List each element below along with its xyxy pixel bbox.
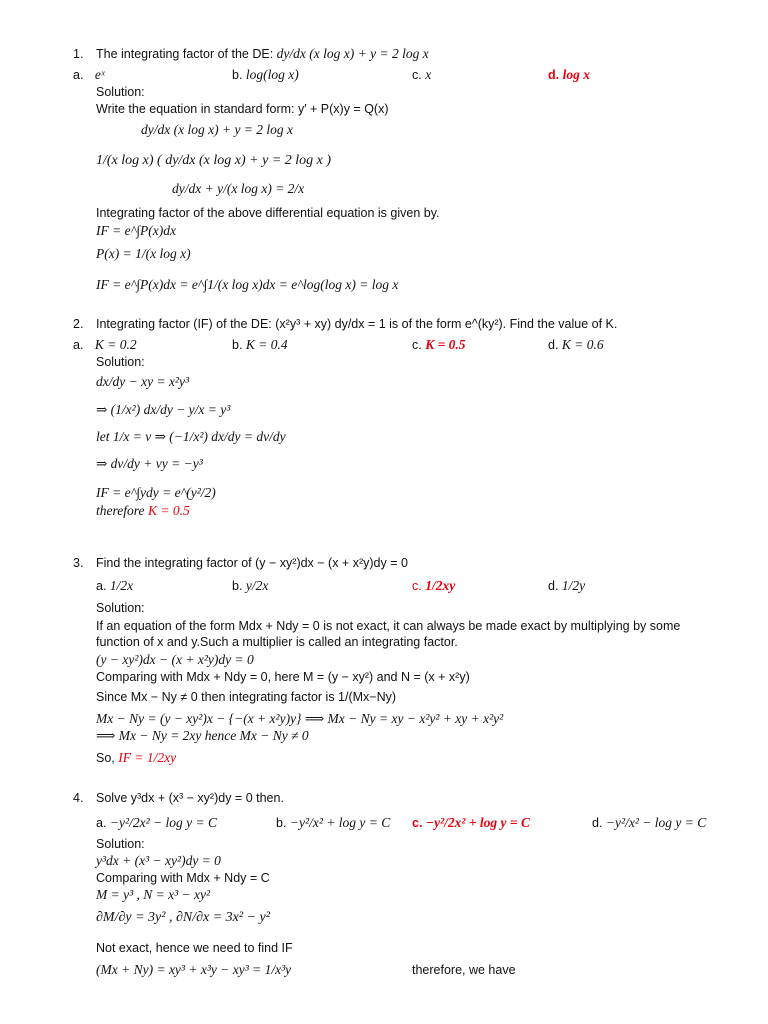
q1-line-4: dy/dx + y/(x log x) = 2/x [172,181,305,196]
q3-option-d[interactable]: d. 1/2y [548,578,586,593]
q4-line-1: y³dx + (x³ − xy²)dy = 0 [96,853,221,868]
q1-stem-math: dy/dx (x log x) + y = 2 log x [276,46,429,61]
q2-line-4: ⇒ dv/dy + vy = −y³ [96,456,203,471]
q1-stem-text: The integrating factor of the DE: [96,47,274,61]
q2-conclusion: therefore K = 0.5 [96,503,190,518]
q4-stem: Solve y³dx + (x³ − xy²)dy = 0 then. [96,791,284,805]
q3-line-5: Since Mx − Ny ≠ 0 then integrating factor is 1/(Mx−Ny) [96,690,397,704]
q3-line-7: ⟹ Mx − Ny = 2xy hence Mx − Ny ≠ 0 [96,728,309,743]
q1-line-6: IF = e^∫P(x)dx [96,223,176,238]
q1-stem [96,46,429,62]
q1-line-7: P(x) = 1/(x log x) [96,246,191,261]
q2-line-2: ⇒ (1/x²) dx/dy − y/x = y³ [96,402,231,417]
q4-option-a[interactable]: a. −y²/2x² − log y = C [96,815,217,830]
q2-answer: K = 0.5 [147,503,190,518]
q3-option-b[interactable]: b. y/2x [232,578,269,593]
q2-number: 2. [73,317,84,331]
q1-line-8: IF = e^∫P(x)dx = e^∫1/(x log x)dx = e^log(log x) = log x [96,277,399,292]
q3-line-2: function of x and y.Such a multiplier is called an integrating factor. [96,635,458,649]
q4-line-7: therefore, we have [412,963,516,977]
q2-option-b[interactable]: b. K = 0.4 [232,337,288,352]
q1-option-c[interactable]: c. x [412,67,432,82]
q2-line-1: dx/dy − xy = x²y³ [96,374,190,389]
q3-number: 3. [73,556,84,570]
q4-option-c-correct[interactable]: c. −y²/2x² + log y = C [412,815,530,830]
q4-line-2: Comparing with Mdx + Ndy = C [96,871,270,885]
q2-line-3: let 1/x = v ⇒ (−1/x²) dx/dy = dv/dy [96,429,286,444]
q1-line-1: Write the equation in standard form: y′ + P(x)y = Q(x) [96,102,389,116]
q4-option-d[interactable]: d. −y²/x² − log y = C [592,815,707,830]
q2-option-d[interactable]: d. K = 0.6 [548,337,604,352]
q3-conclusion: So, IF = 1/2xy [96,750,177,765]
q1-line-3: 1/(x log x) ( dy/dx (x log x) + y = 2 log x ) [96,153,332,168]
q4-number: 4. [73,791,84,805]
q4-line-3: M = y³ , N = x³ − xy² [96,887,211,902]
q4-line-5: Not exact, hence we need to find IF [96,941,293,955]
q4-line-6: (Mx + Ny) = xy³ + x³y − xy³ = 1/x³y [96,962,292,977]
q4-solution-label: Solution: [96,837,145,851]
q3-stem: Find the integrating factor of (y − xy²)dx − (x + x²y)dy = 0 [96,556,408,570]
q3-option-c-correct[interactable]: c. 1/2xy [412,578,456,593]
q3-line-6: Mx − Ny = (y − xy²)x − {−(x + x²y)y} ⟹ Mx − Ny = xy − x²y² + xy + x²y² [96,711,504,726]
q1-option-a[interactable]: a. eˣ [73,67,105,82]
q3-line-1: If an equation of the form Mdx + Ndy = 0 is not exact, it can always be made exact by multiplying by some [96,619,681,633]
q1-solution-label: Solution: [96,85,145,99]
q4-line-4: ∂M/∂y = 3y² , ∂N/∂x = 3x² − y² [96,910,270,925]
q3-line-3: (y − xy²)dx − (x + x²y)dy = 0 [96,652,254,667]
q2-option-c-correct[interactable]: c. K = 0.5 [412,337,466,352]
q3-option-a[interactable]: a. 1/2x [96,578,134,593]
q3-solution-label: Solution: [96,601,145,615]
q1-line-5: Integrating factor of the above differential equation is given by. [96,206,440,220]
q3-line-4: Comparing with Mdx + Ndy = 0, here M = (y − xy²) and N = (x + x²y) [96,670,470,684]
q4-option-b[interactable]: b. −y²/x² + log y = C [276,815,391,830]
q1-option-b[interactable]: b. log(log x) [232,67,299,82]
q3-answer: IF = 1/2xy [118,750,177,765]
q1-number: 1. [73,47,84,61]
q2-solution-label: Solution: [96,355,145,369]
q2-line-5: IF = e^∫ydy = e^(y²/2) [96,485,216,500]
q1-line-2: dy/dx (x log x) + y = 2 log x [141,122,294,137]
q2-stem: Integrating factor (IF) of the DE: (x²y³ + xy) dy/dx = 1 is of the form e^(ky²). Find the value of K. [96,317,618,331]
q1-option-d-correct[interactable]: d. log x [548,67,590,82]
q2-option-a[interactable]: a. K = 0.2 [73,337,137,352]
